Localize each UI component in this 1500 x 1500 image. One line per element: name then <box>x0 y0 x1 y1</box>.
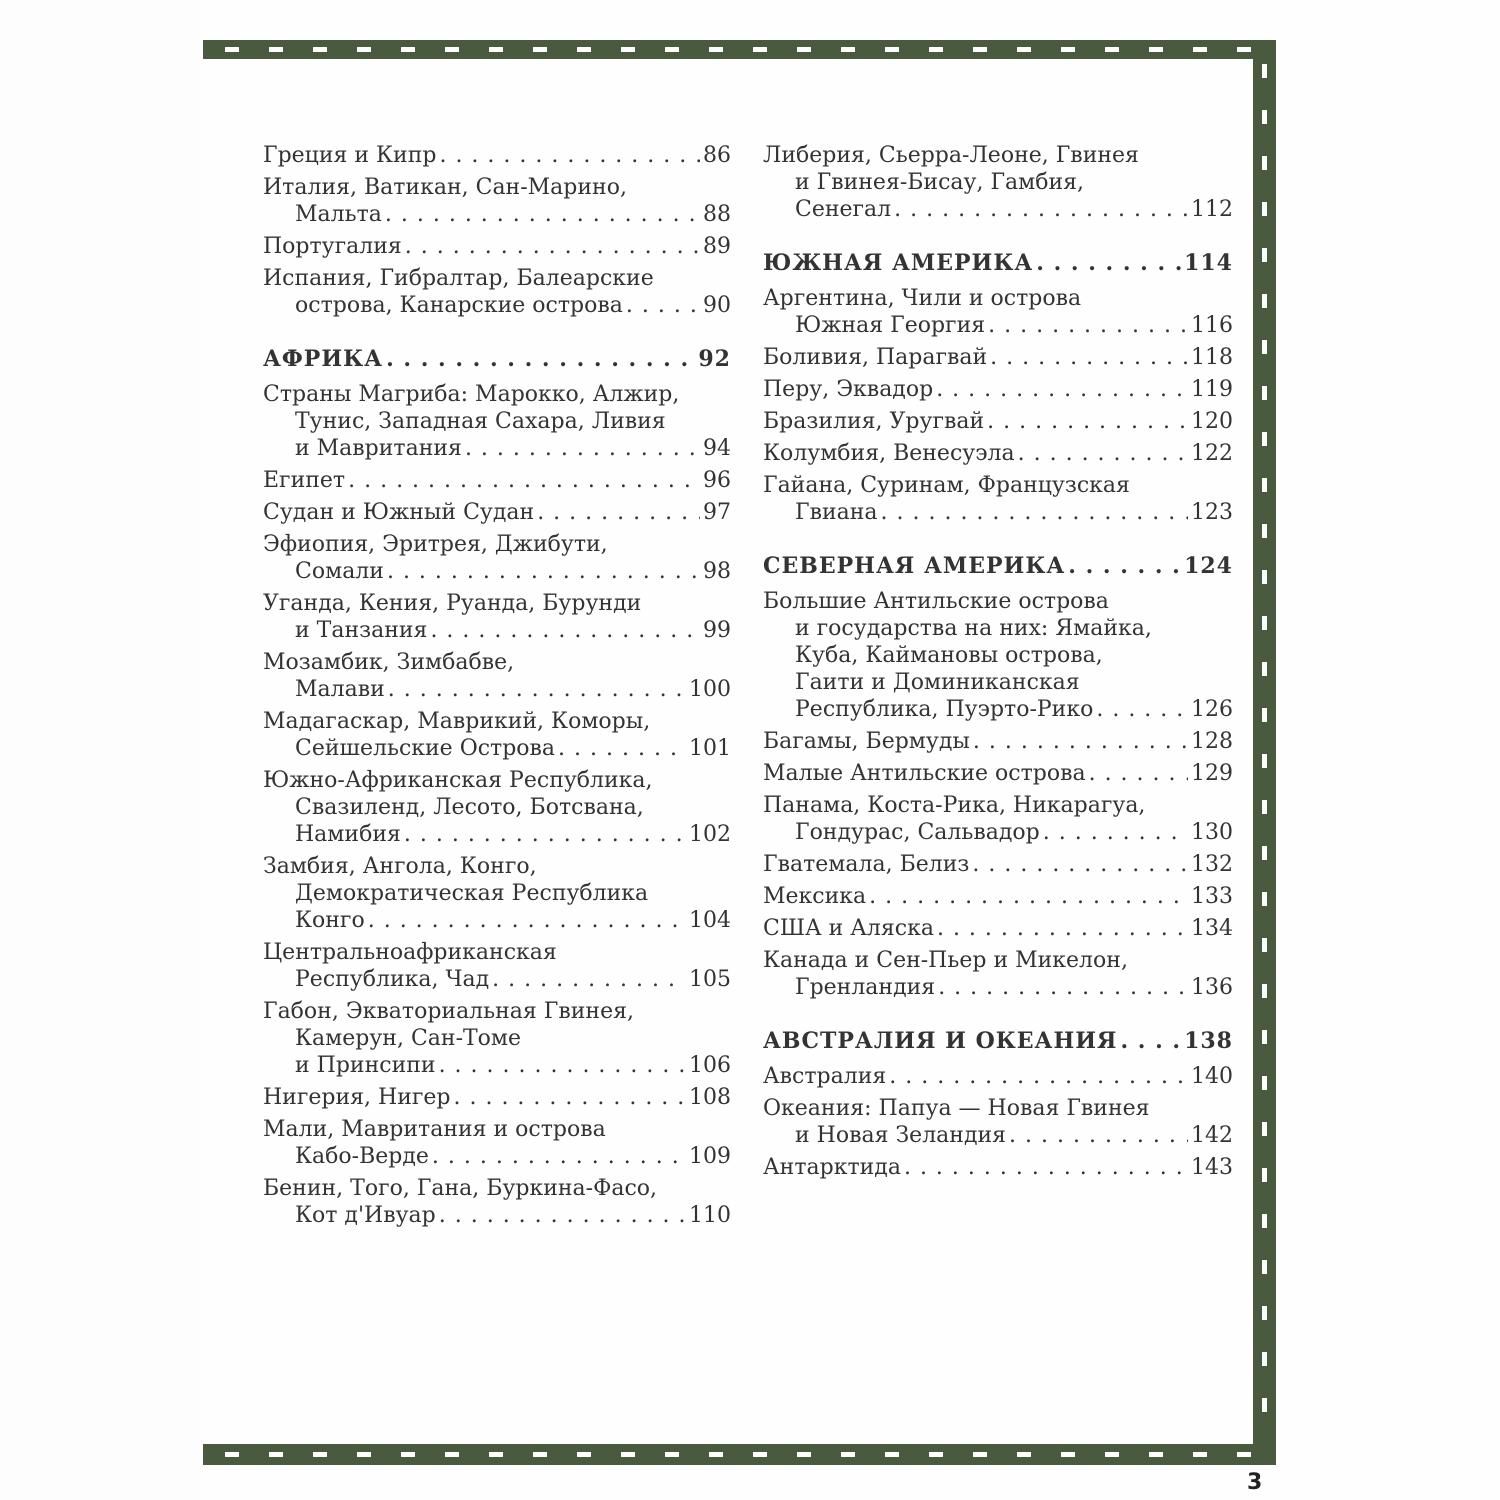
toc-page-number: 109 <box>689 1144 731 1169</box>
toc-section-heading <box>263 346 731 373</box>
toc-entry-title: Уганда, Кения, Руанда, Бурунди <box>263 591 642 616</box>
toc-entry-line <box>763 169 1233 196</box>
toc-entry-title: Португалия <box>263 234 402 259</box>
toc-entry <box>263 767 731 848</box>
toc-entry-line <box>763 728 1233 755</box>
toc-entry-title: Тунис, Западная Сахара, Ливия <box>295 409 666 434</box>
toc-entry <box>763 792 1233 846</box>
toc-entry-line <box>763 440 1233 467</box>
toc-entry-line <box>763 642 1233 669</box>
toc-entry <box>763 947 1233 1001</box>
toc-entry-line <box>763 142 1233 169</box>
leader-dots <box>368 907 686 934</box>
toc-entry-title: Гаити и Доминиканская <box>795 670 1080 695</box>
toc-entry <box>263 174 731 228</box>
toc-entry-title: Малые Антильские острова <box>763 761 1086 786</box>
toc-entry-title: Перу, Эквадор <box>763 377 934 402</box>
toc-entry-line <box>763 819 1233 846</box>
toc-page-number: 102 <box>689 822 731 847</box>
toc-entry-title: Гватемала, Белиз <box>763 852 970 877</box>
toc-entry-title: и Принсипи <box>295 1053 436 1078</box>
toc-entry-line <box>263 590 731 617</box>
toc-page-number: 90 <box>703 293 731 318</box>
toc-entry-title: и государства на них: Ямайка, <box>795 616 1152 641</box>
toc-entry-line <box>263 708 731 735</box>
leader-dots <box>1036 250 1181 277</box>
toc-page-number: 136 <box>1191 975 1233 1000</box>
toc-page-number: 99 <box>703 618 731 643</box>
toc-entry-title: Италия, Ватикан, Сан-Марино, <box>263 175 627 200</box>
toc-entry-line <box>263 531 731 558</box>
toc-entry-title: Кабо-Верде <box>295 1144 429 1169</box>
toc-entry <box>763 1095 1233 1149</box>
toc-entry <box>263 142 731 169</box>
toc-entry-title: Мали, Мавритания и острова <box>263 1117 606 1142</box>
toc-page-number: 110 <box>689 1203 731 1228</box>
toc-page-number: 132 <box>1191 852 1233 877</box>
toc-entry-line <box>763 285 1233 312</box>
toc-entry-title: Свазиленд, Лесото, Ботсвана, <box>295 795 644 820</box>
toc-entry-line <box>763 760 1233 787</box>
toc-entry-line <box>263 435 731 462</box>
toc-page-number: 124 <box>1184 553 1233 579</box>
toc-page-number: 89 <box>703 234 731 259</box>
decorative-border-right <box>1253 40 1276 1465</box>
toc-entry-title: Кот д'Ивуар <box>295 1203 436 1228</box>
toc-entry-title: США и Аляска <box>763 916 934 941</box>
leader-dots <box>1018 440 1188 467</box>
toc-entry-title: Республика, Чад <box>295 967 490 992</box>
toc-entry-line <box>763 588 1233 615</box>
toc-entry-title: Сейшельские Острова <box>295 736 556 761</box>
toc-page-number: 122 <box>1191 441 1233 466</box>
leader-dots <box>537 499 700 526</box>
toc-entry-line <box>763 792 1233 819</box>
toc-entry-line <box>263 1084 731 1111</box>
decorative-border-bottom <box>203 1444 1276 1465</box>
toc-entry-title: Мальта <box>295 202 382 227</box>
toc-entry <box>763 440 1233 467</box>
toc-entry-line <box>763 312 1233 339</box>
toc-entry-line <box>263 907 731 934</box>
toc-entry <box>263 853 731 934</box>
toc-entry-title: Мексика <box>763 884 867 909</box>
toc-entry-title: Бразилия, Уругвай <box>763 409 985 434</box>
leader-dots <box>973 728 1188 755</box>
toc-entry-line <box>263 880 731 907</box>
toc-page-number: 128 <box>1191 729 1233 754</box>
toc-entry <box>263 381 731 462</box>
toc-entry-line <box>263 467 731 494</box>
leader-dots <box>937 915 1188 942</box>
toc-entry-line <box>263 794 731 821</box>
toc-entry <box>763 344 1233 371</box>
toc-entry-title: Страны Магриба: Марокко, Алжир, <box>263 382 680 407</box>
leader-dots <box>465 435 700 462</box>
toc-entry <box>263 939 731 993</box>
toc-page-number: 143 <box>1191 1155 1233 1180</box>
toc-entry-title: Республика, Пуэрто-Рико <box>795 697 1094 722</box>
leader-dots <box>388 676 686 703</box>
toc-page-number: 94 <box>703 436 731 461</box>
toc-entry-title: Нигерия, Нигер <box>263 1085 451 1110</box>
toc-entry <box>763 760 1233 787</box>
toc-entry-title: Аргентина, Чили и острова <box>763 286 1082 311</box>
toc-page-number: 116 <box>1191 313 1233 338</box>
toc-entry-title: Демократическая Республика <box>295 881 649 906</box>
leader-dots <box>387 558 700 585</box>
toc-entry-title: Египет <box>263 468 346 493</box>
toc-entry <box>263 265 731 319</box>
toc-page-number: 88 <box>703 202 731 227</box>
toc-entry-title: Намибия <box>295 822 401 847</box>
leader-dots <box>405 233 700 260</box>
toc-entry-line <box>763 499 1233 526</box>
toc-entry-title: Малави <box>295 677 385 702</box>
toc-entry-line <box>763 669 1233 696</box>
decorative-border-top <box>203 40 1276 59</box>
leader-dots <box>626 292 700 319</box>
toc-entry <box>263 531 731 585</box>
leader-dots <box>432 1143 686 1170</box>
leader-dots <box>1068 553 1181 580</box>
leader-dots <box>881 499 1188 526</box>
toc-entry-title: острова, Канарские острова <box>295 293 623 318</box>
toc-entry-title: и Гвинея-Бисау, Гамбия, <box>795 170 1085 195</box>
leader-dots <box>453 1084 686 1111</box>
toc-entry-title: Южная Георгия <box>795 313 986 338</box>
toc-page-number: 108 <box>689 1085 731 1110</box>
toc-entry-title: Бенин, Того, Гана, Буркина-Фасо, <box>263 1176 658 1201</box>
toc-entry-title: Гвиана <box>795 500 878 525</box>
toc-entry-title: Южно-Африканская Республика, <box>263 768 653 793</box>
toc-page-number: 134 <box>1191 916 1233 941</box>
toc-entry-line <box>263 767 731 794</box>
toc-page-number: 140 <box>1191 1064 1233 1089</box>
leader-dots <box>894 196 1188 223</box>
toc-page-number: 96 <box>703 468 731 493</box>
toc-entry-line <box>763 472 1233 499</box>
toc-entry-line <box>263 649 731 676</box>
toc-entry-line <box>763 408 1233 435</box>
leader-dots <box>869 883 1188 910</box>
toc-entry-title: Греция и Кипр <box>263 143 437 168</box>
toc-entry-title: Колумбия, Венесуэла <box>763 441 1015 466</box>
toc-entry <box>763 1063 1233 1090</box>
toc-entry-line <box>763 250 1233 277</box>
leader-dots <box>987 408 1188 435</box>
toc-column-right <box>763 142 1233 1186</box>
toc-entry-title: Либерия, Сьерра-Леоне, Гвинея <box>763 143 1139 168</box>
toc-entry-title: Испания, Гибралтар, Балеарские <box>263 266 654 291</box>
toc-entry-title: Гондурас, Сальвадор <box>795 820 1040 845</box>
toc-entry-line <box>263 1202 731 1229</box>
toc-entry-line <box>263 201 731 228</box>
toc-entry <box>763 851 1233 878</box>
toc-entry <box>763 1154 1233 1181</box>
toc-entry-line <box>763 947 1233 974</box>
toc-entry-line <box>263 558 731 585</box>
toc-entry <box>763 728 1233 755</box>
toc-page-number: 92 <box>698 346 731 372</box>
toc-page-number: 126 <box>1191 697 1233 722</box>
leader-dots <box>1089 760 1188 787</box>
toc-entry <box>763 915 1233 942</box>
toc-page-number: 104 <box>689 908 731 933</box>
toc-section-heading <box>763 553 1233 580</box>
toc-entry-line <box>763 615 1233 642</box>
toc-entry <box>763 376 1233 403</box>
leader-dots <box>439 1202 686 1229</box>
toc-entry-title: Багамы, Бермуды <box>763 729 970 754</box>
toc-entry-title: Сомали <box>295 559 384 584</box>
toc-entry <box>263 1175 731 1229</box>
toc-entry <box>263 499 731 526</box>
leader-dots <box>1120 1028 1181 1055</box>
toc-entry-line <box>263 853 731 880</box>
toc-entry-line <box>763 1095 1233 1122</box>
toc-entry-line <box>263 381 731 408</box>
toc-page-number: 101 <box>689 736 731 761</box>
toc-page-number: 120 <box>1191 409 1233 434</box>
toc-entry-title: Судан и Южный Судан <box>263 500 535 525</box>
leader-dots <box>1009 1122 1188 1149</box>
toc-entry-title: Сенегал <box>795 197 892 222</box>
toc-entry <box>763 883 1233 910</box>
toc-entry-title: АВСТРАЛИЯ И ОКЕАНИЯ <box>763 1028 1118 1054</box>
toc-entry-line <box>263 676 731 703</box>
toc-entry-title: Антарктида <box>763 1155 901 1180</box>
leader-dots <box>439 142 700 169</box>
toc-entry-line <box>263 142 731 169</box>
toc-page-number: 112 <box>1191 197 1233 222</box>
toc-page-number: 86 <box>703 143 731 168</box>
toc-entry-line <box>263 966 731 993</box>
leader-dots <box>558 735 686 762</box>
leader-dots <box>386 346 695 373</box>
leader-dots <box>990 344 1188 371</box>
leader-dots <box>1043 819 1188 846</box>
toc-page-number: 123 <box>1191 500 1233 525</box>
toc-entry-line <box>763 1154 1233 1181</box>
toc-page-number: 118 <box>1191 345 1233 370</box>
toc-entry <box>263 649 731 703</box>
leader-dots <box>889 1063 1188 1090</box>
leader-dots <box>492 966 686 993</box>
toc-entry-line <box>763 376 1233 403</box>
toc-entry-line <box>263 1116 731 1143</box>
leader-dots <box>404 821 686 848</box>
toc-entry-title: Куба, Каймановы острова, <box>795 643 1103 668</box>
toc-page-number: 105 <box>689 967 731 992</box>
leader-dots <box>348 467 700 494</box>
toc-page-number: 133 <box>1191 884 1233 909</box>
toc-entry <box>763 408 1233 435</box>
toc-entry-line <box>763 974 1233 1001</box>
toc-entry-line <box>763 1122 1233 1149</box>
toc-entry <box>263 590 731 644</box>
toc-entry-title: и Мавритания <box>295 436 462 461</box>
toc-entry-line <box>763 696 1233 723</box>
toc-entry <box>763 588 1233 723</box>
toc-page-number: 119 <box>1191 377 1233 402</box>
leader-dots <box>938 974 1188 1001</box>
toc-entry-line <box>263 1025 731 1052</box>
toc-entry-line <box>263 233 731 260</box>
toc-entry-title: Мозамбик, Зимбабве, <box>263 650 515 675</box>
toc-entry-title: Австралия <box>763 1064 887 1089</box>
toc-entry-line <box>763 915 1233 942</box>
toc-entry-title: Центральноафриканская <box>263 940 557 965</box>
toc-entry-line <box>763 344 1233 371</box>
toc-entry-line <box>263 1143 731 1170</box>
leader-dots <box>385 201 700 228</box>
toc-entry-line <box>263 1175 731 1202</box>
leader-dots <box>430 617 700 644</box>
toc-entry-line <box>263 617 731 644</box>
toc-entry <box>763 285 1233 339</box>
toc-page-number: 142 <box>1191 1123 1233 1148</box>
toc-entry-line <box>263 821 731 848</box>
toc-page-number: 114 <box>1184 250 1233 276</box>
toc-entry-title: Гайана, Суринам, Французская <box>763 473 1130 498</box>
toc-entry-line <box>763 553 1233 580</box>
toc-entry-title: АФРИКА <box>263 346 384 372</box>
toc-entry-title: Эфиопия, Эритрея, Джибути, <box>263 532 608 557</box>
toc-entry-line <box>763 851 1233 878</box>
toc-page-number: 98 <box>703 559 731 584</box>
toc-entry <box>263 233 731 260</box>
toc-column-left <box>263 142 731 1234</box>
leader-dots <box>904 1154 1188 1181</box>
toc-entry-line <box>763 883 1233 910</box>
toc-entry-line <box>263 939 731 966</box>
toc-page-number: 100 <box>689 677 731 702</box>
toc-section-heading <box>763 1028 1233 1055</box>
toc-entry-title: Камерун, Сан-Томе <box>295 1026 522 1051</box>
leader-dots <box>972 851 1188 878</box>
toc-entry-line <box>263 346 731 373</box>
toc-entry-title: Панама, Коста-Рика, Никарагуа, <box>763 793 1146 818</box>
toc-page-number: 129 <box>1191 761 1233 786</box>
toc-entry-line <box>263 1052 731 1079</box>
toc-entry <box>763 142 1233 223</box>
toc-entry-title: Канада и Сен-Пьер и Микелон, <box>763 948 1128 973</box>
toc-page-number: 106 <box>689 1053 731 1078</box>
toc-entry-line <box>763 196 1233 223</box>
toc-entry-title: ЮЖНАЯ АМЕРИКА <box>763 250 1034 276</box>
toc-entry-title: Габон, Экваториальная Гвинея, <box>263 999 634 1024</box>
toc-page-number: 97 <box>703 500 731 525</box>
toc-entry-title: Большие Антильские острова <box>763 589 1109 614</box>
toc-entry-line <box>263 735 731 762</box>
toc-entry-title: и Танзания <box>295 618 428 643</box>
toc-entry-title: Замбия, Ангола, Конго, <box>263 854 537 879</box>
toc-page-number: 130 <box>1191 820 1233 845</box>
toc-page-number: 138 <box>1184 1028 1233 1054</box>
leader-dots <box>439 1052 686 1079</box>
toc-entry-line <box>263 265 731 292</box>
toc-entry-title: Мадагаскар, Маврикий, Коморы, <box>263 709 651 734</box>
toc-entry <box>263 708 731 762</box>
toc-entry-title: Океания: Папуа — Новая Гвинея <box>763 1096 1150 1121</box>
toc-entry-line <box>263 174 731 201</box>
toc-section-heading <box>763 250 1233 277</box>
toc-entry <box>263 1084 731 1111</box>
toc-entry-line <box>263 998 731 1025</box>
toc-entry-line <box>763 1063 1233 1090</box>
toc-entry-title: Боливия, Парагвай <box>763 345 988 370</box>
toc-entry-title: СЕВЕРНАЯ АМЕРИКА <box>763 553 1066 579</box>
toc-entry <box>263 998 731 1079</box>
page-number: 3 <box>1247 1470 1263 1495</box>
leader-dots <box>936 376 1188 403</box>
toc-entry-title: Конго <box>295 908 365 933</box>
toc-entry-line <box>763 1028 1233 1055</box>
toc-entry-title: и Новая Зеландия <box>795 1123 1007 1148</box>
leader-dots <box>988 312 1188 339</box>
leader-dots <box>1096 696 1188 723</box>
toc-entry-line <box>263 292 731 319</box>
toc-entry <box>263 1116 731 1170</box>
toc-entry <box>263 467 731 494</box>
toc-entry-line <box>263 499 731 526</box>
toc-entry-line <box>263 408 731 435</box>
toc-entry-title: Гренландия <box>795 975 936 1000</box>
toc-entry <box>763 472 1233 526</box>
